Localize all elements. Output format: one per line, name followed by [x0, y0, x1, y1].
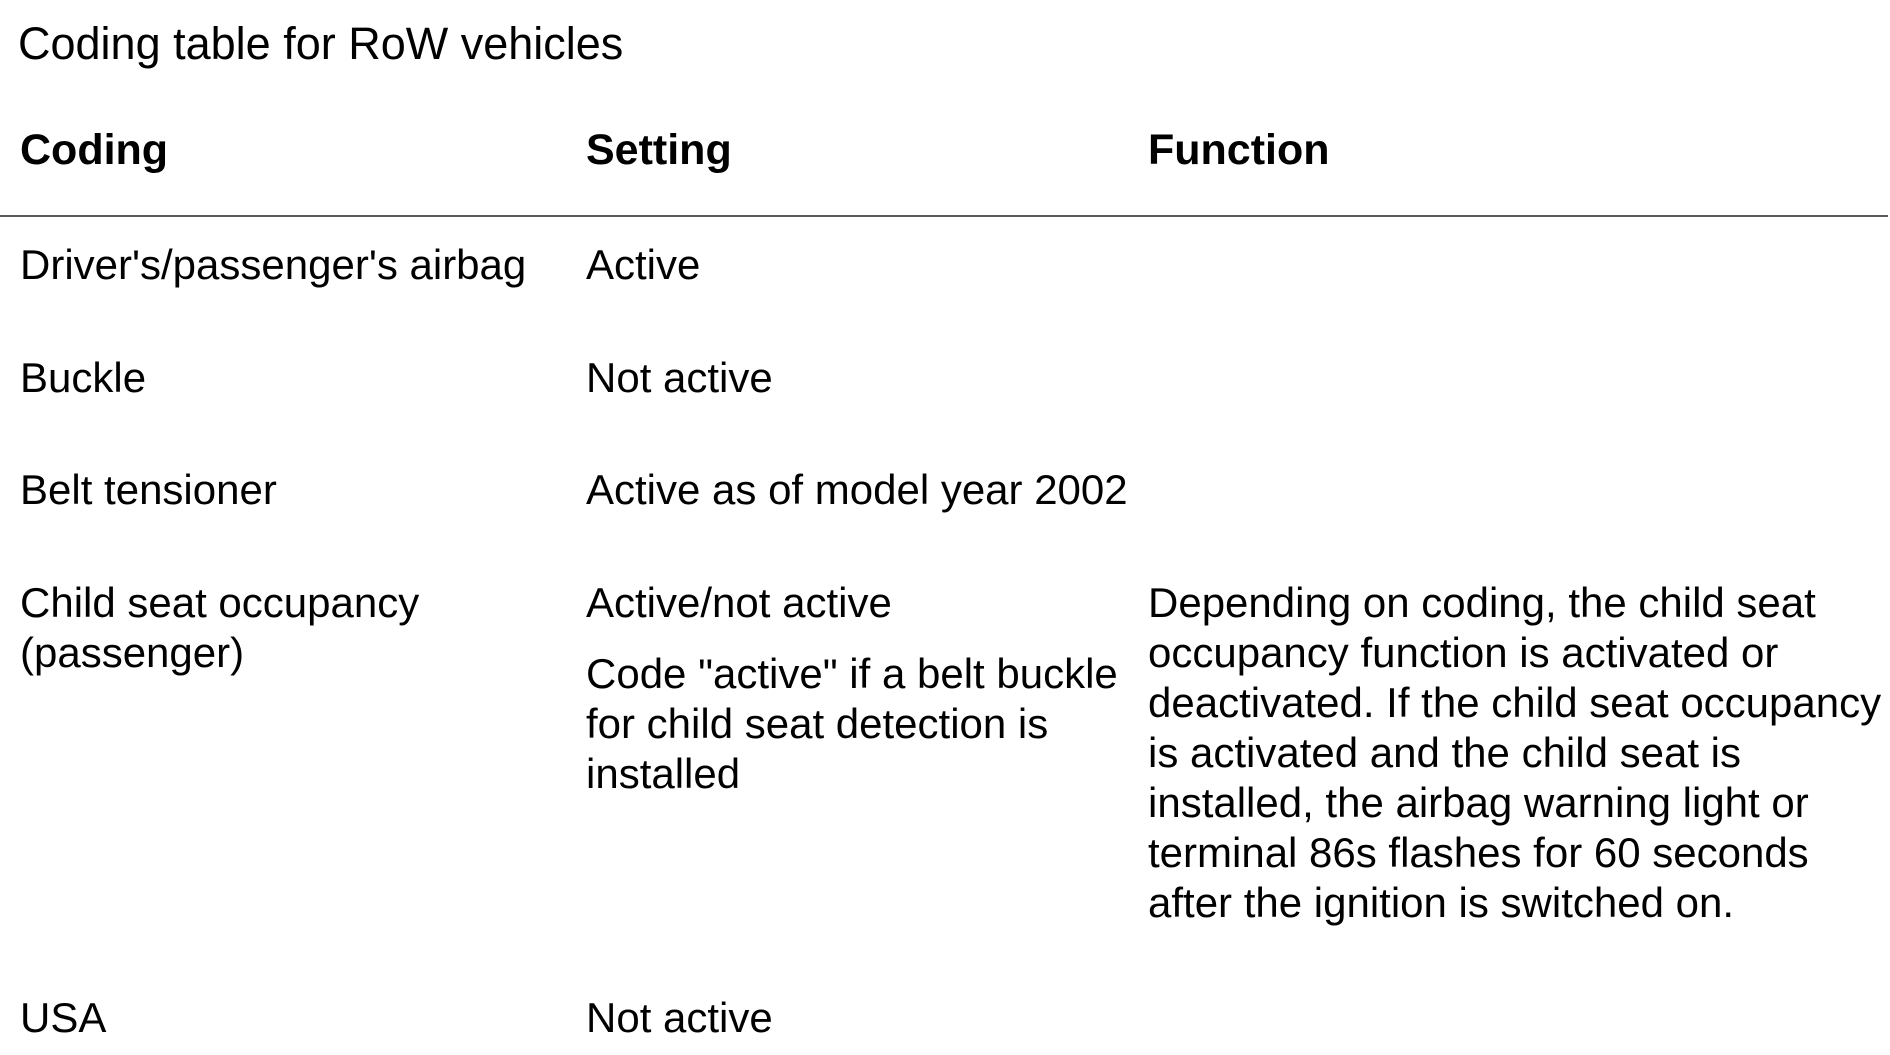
- column-header-coding: Coding: [20, 126, 169, 174]
- row-2-setting: Not active: [586, 354, 773, 401]
- row-3-coding: Belt tensioner: [20, 466, 277, 513]
- row-1-setting: Active: [586, 241, 701, 288]
- column-header-function: Function: [1148, 126, 1330, 174]
- document-title: Coding table for RoW vehicles: [18, 18, 624, 69]
- row-4-function: Depending on coding, the child seat occupancy function is activated or deactivated. If the child seat occupancy is activated and the child seat is installed, the airbag warning light or terminal 86s flashes for 60 seconds after the ignition is switched on.: [1148, 579, 1882, 926]
- row-4-setting-note: Code "active" if a belt buckle for child seat detection is installed: [586, 650, 1118, 797]
- row-4-setting: Active/not active: [586, 579, 892, 626]
- row-5-setting: Not active: [586, 994, 773, 1041]
- row-4-coding: Child seat occupancy (passenger): [20, 579, 420, 676]
- header-divider: [0, 215, 1888, 217]
- row-1-coding: Driver's/passenger's airbag: [20, 241, 527, 288]
- row-5-coding: USA: [20, 994, 107, 1041]
- row-3-setting: Active as of model year 2002: [586, 466, 1128, 513]
- column-header-setting: Setting: [586, 126, 732, 174]
- row-2-coding: Buckle: [20, 354, 147, 401]
